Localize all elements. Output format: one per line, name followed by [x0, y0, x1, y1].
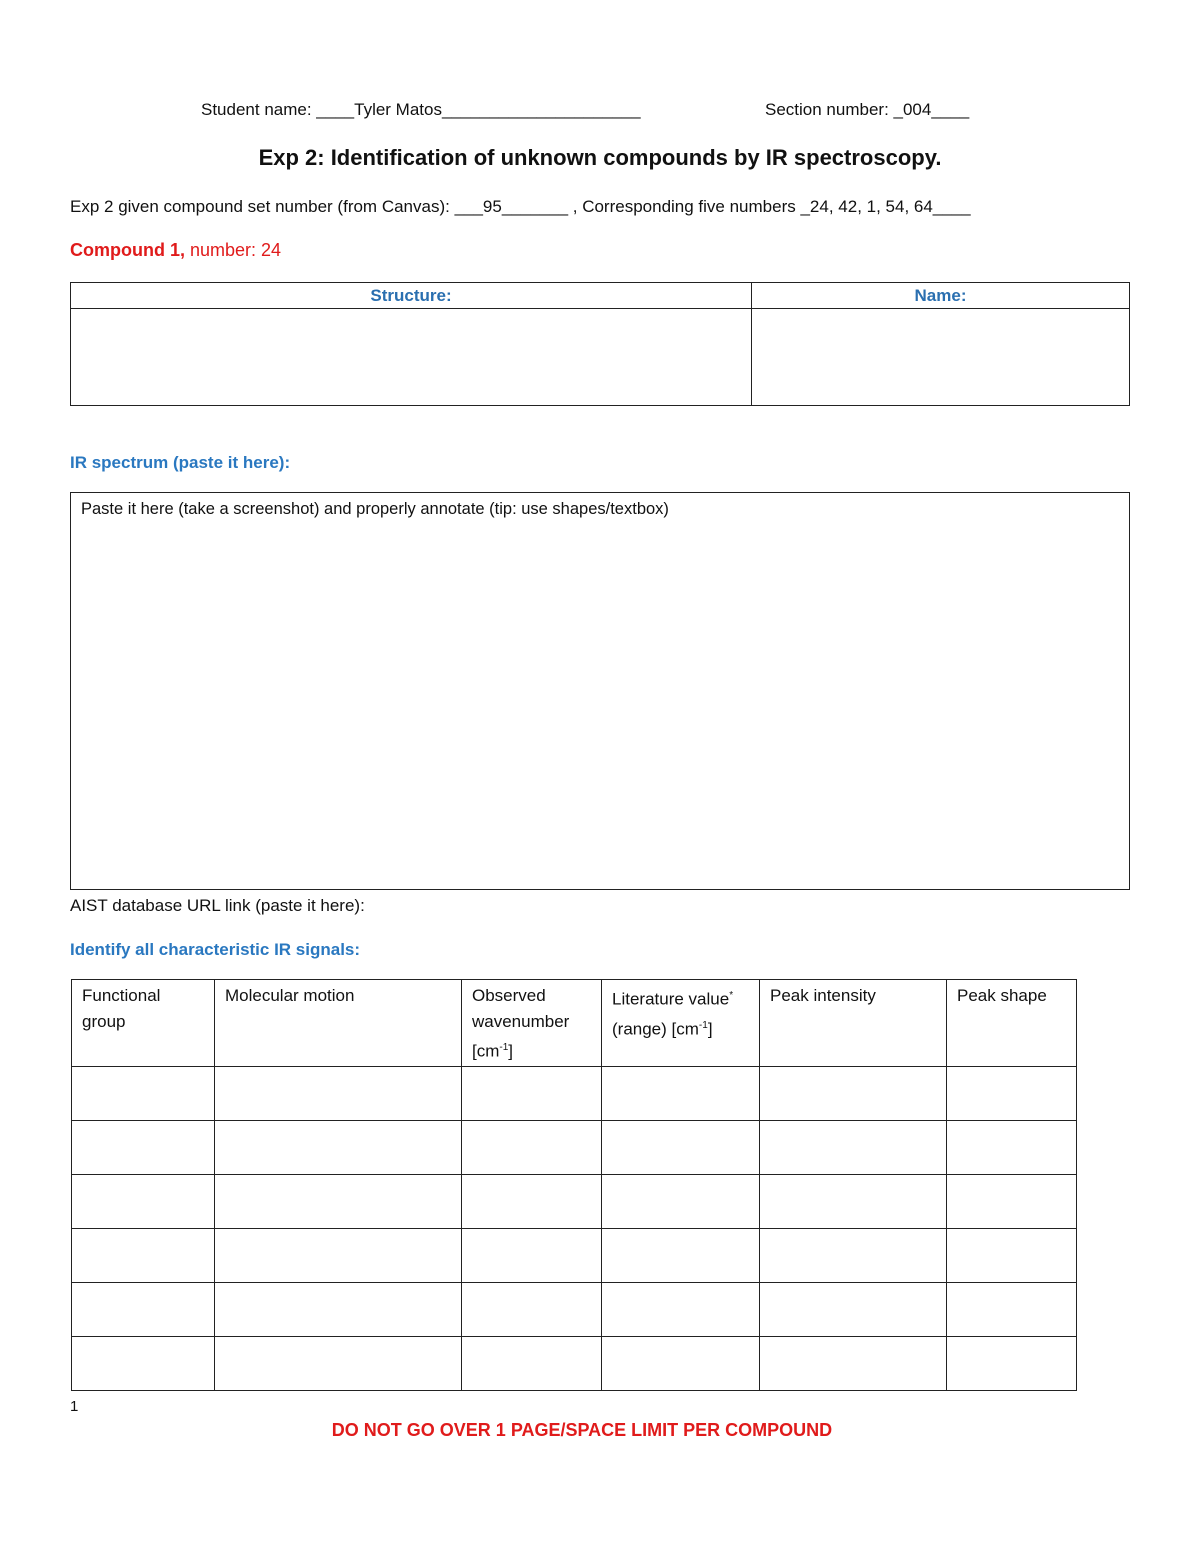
table-row: [72, 1337, 1077, 1391]
functional-group-header: Functional group: [72, 980, 215, 1067]
signal-cell[interactable]: [602, 1283, 760, 1337]
name-header: Name:: [752, 283, 1130, 309]
signal-cell[interactable]: [215, 1337, 462, 1391]
table-row: [72, 1175, 1077, 1229]
unit-superscript: -1: [698, 1019, 708, 1031]
molecular-motion-header: Molecular motion: [215, 980, 462, 1067]
signal-cell[interactable]: [72, 1337, 215, 1391]
structure-header: Structure:: [71, 283, 752, 309]
ir-spectrum-heading: IR spectrum (paste it here):: [70, 453, 291, 472]
table-row: [72, 1067, 1077, 1121]
ir-signals-table: [71, 979, 1077, 1391]
signal-cell[interactable]: [215, 1175, 462, 1229]
signal-cell[interactable]: [462, 1283, 602, 1337]
signal-cell[interactable]: [462, 1337, 602, 1391]
aist-url-line: AIST database URL link (paste it here):: [70, 896, 365, 915]
signal-cell[interactable]: [215, 1283, 462, 1337]
signal-cell[interactable]: [215, 1229, 462, 1283]
observed-wavenumber-label: Observed wavenumber [cm: [472, 986, 570, 1061]
signal-cell[interactable]: [947, 1337, 1077, 1391]
compound-number: number: 24: [185, 240, 282, 260]
name-cell[interactable]: [752, 309, 1130, 406]
asterisk-superscript: *: [729, 990, 734, 1001]
compound-heading: [70, 240, 281, 261]
signal-cell[interactable]: [602, 1337, 760, 1391]
ir-spectrum-box[interactable]: [70, 492, 1130, 890]
signal-cell[interactable]: [72, 1283, 215, 1337]
page-number: 1: [70, 1398, 79, 1415]
signal-cell[interactable]: [760, 1229, 947, 1283]
compound-set-line: Exp 2 given compound set number (from Canvas): ___95_______ , Corresponding five numbers _24, 42, 1, 54, 64____: [70, 197, 971, 216]
compound-label: Compound 1,: [70, 240, 185, 260]
observed-wavenumber-header: Observed wavenumber $[cm^{-1}]$: [462, 980, 602, 1067]
signal-cell[interactable]: [462, 1175, 602, 1229]
table-row: [72, 1121, 1077, 1175]
space-limit-note: DO NOT GO OVER 1 PAGE/SPACE LIMIT PER COMPOUND: [331, 1420, 833, 1440]
ir-spectrum-instructions: Paste it here (take a screenshot) and properly annotate (tip: use shapes/textbox): [81, 500, 669, 518]
signal-cell[interactable]: [215, 1067, 462, 1121]
signal-cell[interactable]: [947, 1283, 1077, 1337]
unit-superscript: -1: [499, 1042, 509, 1053]
ir-signals-heading: Identify all characteristic IR signals:: [70, 940, 361, 959]
signal-cell[interactable]: [602, 1067, 760, 1121]
structure-cell[interactable]: [71, 309, 752, 406]
literature-value-header: Literature value* (range) $[cm^{-1}]$: [602, 980, 760, 1067]
literature-range-label: (range) [cm: [612, 1019, 699, 1039]
signal-cell[interactable]: [760, 1283, 947, 1337]
signal-cell[interactable]: [760, 1175, 947, 1229]
signal-cell[interactable]: [602, 1175, 760, 1229]
signal-cell[interactable]: [760, 1337, 947, 1391]
signal-cell[interactable]: [462, 1229, 602, 1283]
signal-cell[interactable]: [72, 1175, 215, 1229]
page-title: Exp 2: Identification of unknown compounds by IR spectroscopy.: [258, 145, 942, 170]
table-row: [72, 1229, 1077, 1283]
structure-name-table: [70, 282, 1130, 406]
peak-intensity-header: Peak intensity: [760, 980, 947, 1067]
signal-cell[interactable]: [462, 1067, 602, 1121]
signal-cell[interactable]: [215, 1121, 462, 1175]
signal-cell[interactable]: [947, 1067, 1077, 1121]
signal-cell[interactable]: [462, 1121, 602, 1175]
signal-cell[interactable]: [947, 1175, 1077, 1229]
table-row: [72, 1283, 1077, 1337]
signal-cell[interactable]: [602, 1121, 760, 1175]
peak-shape-header: Peak shape: [947, 980, 1077, 1067]
signal-cell[interactable]: [760, 1121, 947, 1175]
signal-cell[interactable]: [760, 1067, 947, 1121]
literature-value-label: Literature value: [612, 989, 730, 1009]
signal-cell[interactable]: [947, 1229, 1077, 1283]
signal-cell[interactable]: [602, 1229, 760, 1283]
signal-cell[interactable]: [947, 1121, 1077, 1175]
section-number-line: Section number: _004____: [765, 100, 970, 119]
signal-cell[interactable]: [72, 1067, 215, 1121]
signal-cell[interactable]: [72, 1229, 215, 1283]
student-name-line: Student name: ____Tyler Matos_____________________: [201, 100, 641, 119]
signal-cell[interactable]: [72, 1121, 215, 1175]
